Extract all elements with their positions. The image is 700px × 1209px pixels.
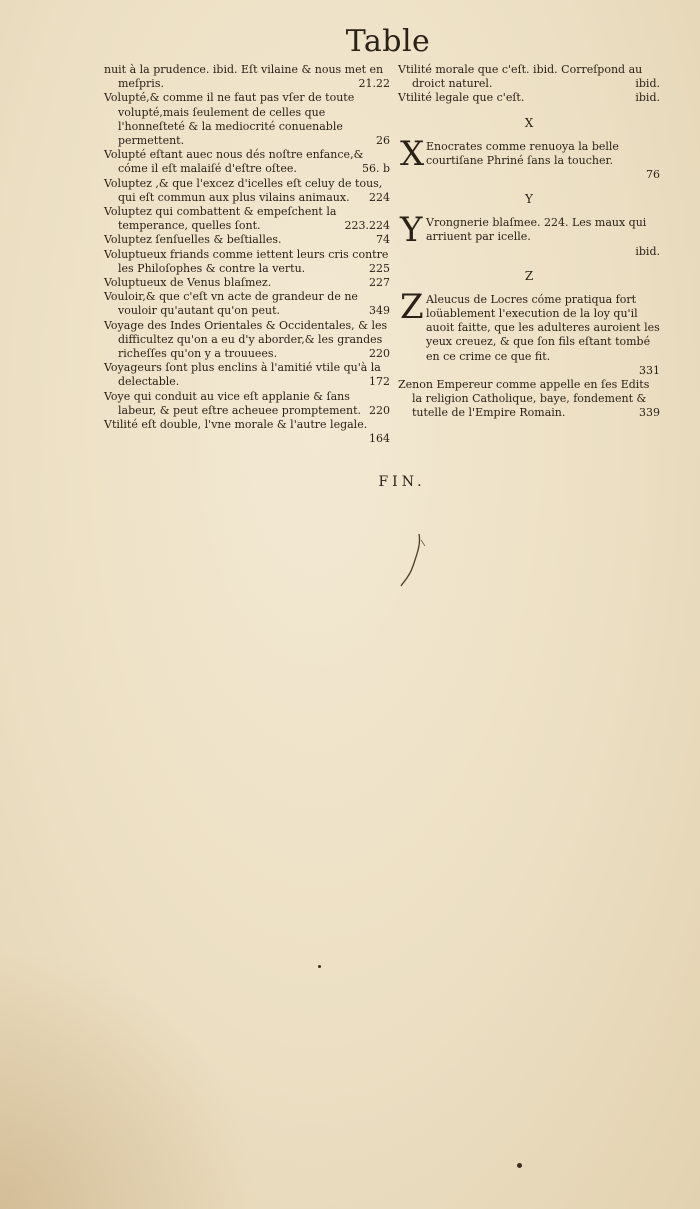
index-entry [104,148,390,176]
entry-text: Aleucus de Locres cóme pratiqua fort loüablement l'execution de la loy qu'il auoit faitte, que les adulteres auroient les yeux creuez, & que ſon fils eſtant tombé en ce crime ce que fit. [426,292,660,363]
entry-page: 349 [369,304,390,318]
entry-text: Voluptez ,& que l'excez d'icelles eſt celuy de tous, qui eſt commun aux plus vilains animaux. [104,176,383,204]
index-entry [104,361,390,389]
index-entry [104,248,390,276]
index-entry [104,390,390,418]
drop-cap-z: Z [400,286,424,327]
entry-page: 74 [376,233,390,247]
index-entry [104,418,390,446]
entry-page: 21.22 [358,77,390,91]
ink-mark-icon [395,530,435,590]
index-entry [398,91,660,105]
index-entry [398,378,660,421]
left-column [104,63,390,446]
right-column [398,63,660,421]
entry-page: ibid. [635,244,660,258]
entry-page: ibid. [635,77,660,91]
index-entry [104,233,390,247]
index-entry [104,205,390,233]
entry-page: 225 [369,261,390,275]
drop-cap-y: Y [400,210,423,251]
entry-text: Voluptueux de Venus blaſmez. [104,276,272,290]
index-entry [398,63,660,91]
section-letter-y: Y [525,192,533,207]
fin-marker: FIN. [378,474,426,490]
entry-text: Voluptueux friands comme iettent leurs cris contre les Philoſophes & contre la vertu. [104,247,389,275]
entry-text: Vouloir,& que c'eſt vn acte de grandeur de ne vouloir qu'autant qu'on peut. [104,290,358,318]
entry-text: Vrongnerie blaſmee. 224. Les maux qui arriuent par icelle. [426,216,647,244]
entry-text: Volupté eſtant auec nous dés noſtre enfance,& cóme il eſt malaiſé d'eſtre oſtee. [104,148,364,176]
entry-text: nuit à la prudence. ibid. Eſt vilaine & nous met en meſpris. [104,63,384,91]
index-entry-y [398,210,660,259]
page-title: Table [345,24,431,59]
entry-text: Volupté,& comme il ne faut pas vſer de toute volupté,mais ſeulement de celles que l'honneſteté & la mediocrité conuenable permettent. [104,91,355,148]
entry-text: Voye qui conduit au vice eſt applanie & ſans labeur, & peut eſtre acheuee promptement. [104,389,362,417]
entry-text: Voyage des Indes Orientales & Occidentales, & les difficultez qu'on a eu d'y aborder,& les grandes richeſſes qu'on y a trouuees. [104,318,388,361]
entry-text: Voluptez qui combattent & empeſchent la temperance, quelles ſont. [104,205,337,233]
ink-speck [517,1163,522,1168]
entry-page: 331 [639,363,660,377]
entry-page: 26 [376,134,390,148]
entry-page: 220 [369,403,390,417]
entry-text: Voyageurs ſont plus enclins à l'amitié vtile qu'à la delectable. [104,361,381,389]
entry-page: 76 [646,168,660,182]
index-entry [104,177,390,205]
entry-text: Vtilité legale que c'eſt. [398,91,525,105]
index-entry [104,276,390,290]
entry-page: ibid. [635,91,660,105]
entry-text: Voluptez ſenſuelles & beſtialles. [104,233,282,247]
entry-page: 172 [369,375,390,389]
index-entry [104,91,390,148]
index-entry-z [398,286,660,378]
index-entry [104,290,390,318]
entry-text: Enocrates comme renuoya la belle courtiſane Phriné ſans la toucher. [426,139,619,167]
entry-page: 227 [369,276,390,290]
entry-text: Vtilité eſt double, l'vne morale & l'autre legale. [104,418,368,432]
entry-page: 339 [639,406,660,420]
entry-page: 224 [369,190,390,204]
entry-page: 56. b [361,162,390,176]
index-entry [104,63,390,91]
drop-cap-x: X [400,133,425,174]
entry-page: 223.224 [344,219,390,233]
section-letter-x: X [524,115,534,130]
section-letter-z: Z [524,268,534,283]
entry-text: Zenon Empereur comme appelle en ſes Edits la religion Catholique, baye, fondement & tutelle de l'Empire Romain. [398,378,650,420]
index-entry [104,319,390,362]
entry-text: Vtilité morale que c'eſt. ibid. Correſpond au droict naturel. [398,63,643,91]
index-entry-x [398,133,660,183]
ink-speck [318,965,321,968]
entry-page: 164 [369,432,390,446]
entry-page: 220 [369,347,390,361]
